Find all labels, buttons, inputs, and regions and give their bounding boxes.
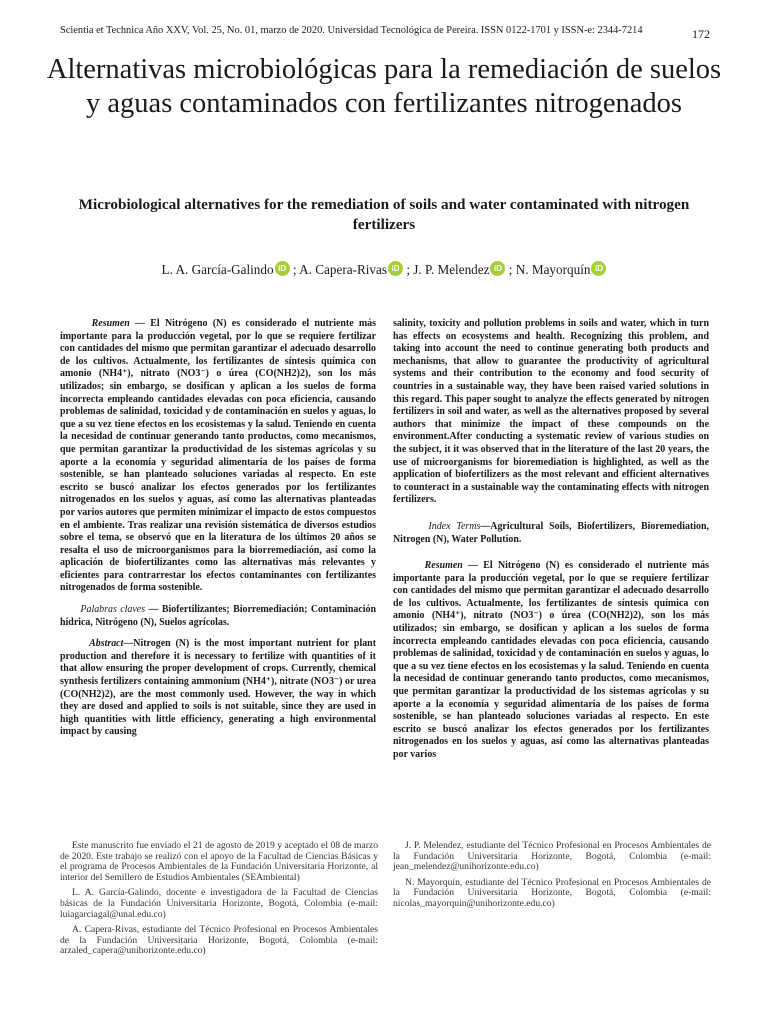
orcid-icon[interactable]: iD xyxy=(490,261,505,276)
footnote: L. A. García-Galindo, docente e investigadora de la Facultad de Ciencias básicas de la Fundación Universitaria Horizonte, Bogotá, Colombia (e-mail: luiagarciagal@unal.edu.co) xyxy=(60,887,378,920)
footnote: Este manuscrito fue enviado el 21 de agosto de 2019 y aceptado el 08 de marzo de 2020. Este trabajo se realizó con el apoyo de la Facultad de Ciencias Básicas y el programa de Procesos Ambientales de la Fundación Universitaria Horizonte, al interior del Semillero de Estudios Ambientales (SEAmbiental) xyxy=(60,840,378,883)
footnote: J. P. Melendez, estudiante del Técnico Profesional en Procesos Ambientales de la Fundación Universitaria Horizonte, Bogotá, Colombia (e-mail: jean_melendez@unihorizonte.edu.co) xyxy=(393,840,711,873)
abstract-text: —Nitrogen (N) is the most important nutrient for plant production and therefore it is necessary to fertilize with quantities of it that allow ensuring the proper development of crops. Currently, chemical synthesis fertilizers containing ammonium (NH4⁺), nitrate (NO3⁻) or urea (CO(NH2)2), are the most commonly used. However, the way in which they are dosed and applied to soils is not suitable, since they are used in high quantities with little efficiency, generating a high environmental impact by causing xyxy=(60,638,377,738)
index-terms-text: —Agricultural Soils, Biofertilizers, Bioremediation, Nitrogen (N), Water Pollution. xyxy=(393,520,709,545)
paper-subtitle: Microbiological alternatives for the remediation of soils and water contaminated with nitrogen fertilizers xyxy=(78,196,690,233)
index-terms-paragraph xyxy=(393,521,709,546)
paper-title: Alternativas microbiológicas para la remediación de suelos y aguas contaminados con fertilizantes nitrogenados xyxy=(46,54,722,119)
orcid-icon[interactable]: iD xyxy=(388,261,403,276)
resumen-repeat-text: — El Nitrógeno (N) es considerado el nutriente más importante para la producción vegetal, por lo que se requiere fertilizar con cantidades del mismo que permitan garantizar el adecuado desarrollo de los cultivos. Actualmente, los fertilizantes de síntesis química con amonio (NH4⁺), nitrato (NO3⁻) o úrea (CO(NH2)2), son los más utilizados; sin embargo, se dosifican y aplican a los suelos de forma incorrecta empleando cantidades elevadas con poca eficiencia, causando problemas de salinidad, toxicidad y de contaminación en suelos y aguas, lo que a su vez tiene efectos en los ecosistemas y la salud. Teniendo en cuenta la necesidad de continuar generando tanto productos, como mecanismos, que permitan garantizar la productividad de los sistemas agrícolas y su aporte a la economía y seguridad alimentaria de los países de forma sostenible, se han planteado soluciones variadas al respecto. En este escrito se buscó analizar los efectos generados por los fertilizantes nitrogenados en los suelos y aguas, así como las alternativas planteadas por varios xyxy=(393,560,710,760)
right-column xyxy=(393,318,709,762)
author-list: L. A. García-Galindo iD ; A. Capera-Rivas iD ; J. P. Melendez iD ; N. Mayorquín iD xyxy=(0,259,768,281)
author-name: A. Capera-Rivas xyxy=(299,262,388,277)
resumen-repeat-label: Resumen xyxy=(424,560,463,572)
orcid-icon[interactable]: iD xyxy=(591,261,606,276)
keywords-label: Palabras claves xyxy=(80,604,146,616)
footnote: N. Mayorquín, estudiante del Técnico Profesional en Procesos Ambientales de la Fundación Universitaria Horizonte, Bogotá, Colombia (e-mail: nicolas_mayorquin@unihorizonte.edu.co) xyxy=(393,876,711,909)
running-head: Scientia et Technica Año XXV, Vol. 25, No. 01, marzo de 2020. Universidad Tecnológica de Pereira. ISSN 0122-1701 y ISSN-e: 2344-7214 xyxy=(60,25,643,36)
left-column xyxy=(60,318,376,739)
abstract-label: Abstract xyxy=(89,638,124,650)
footnotes-right xyxy=(393,841,711,915)
resumen-text: — El Nitrógeno (N) es considerado el nutriente más importante para la producción vegetal, por lo que se requiere fertilizar con cantidades del mismo que permitan garantizar el adecuado desarrollo de los cultivos. Actualmente, los fertilizantes de síntesis química con amonio (NH4⁺), nitrato (NO3⁻) o úrea (CO(NH2)2), son los más utilizados; sin embargo, se dosifican y aplican a los suelos de forma incorrecta empleando cantidades elevadas con poca eficiencia, causando problemas de salinidad, toxicidad y de contaminación en suelos y aguas, lo que a su vez tiene efectos en los ecosistemas y la salud. Teniendo en cuenta la necesidad de continuar generando tanto productos, como mecanismos, que permitan garantizar la productividad de los sistemas agrícolas y su aporte a la economía y seguridad alimentaria de los países de forma sostenible, se han planteado soluciones variadas al respecto. En este escrito se buscó analizar los efectos generados por los fertilizantes nitrogenados en los suelos y aguas, así como las alternativas planteadas por varios autores que permiten minimizar el impacto de estos compuestos en el ambiente. Tras realizar una revisión sistemática de diversos estudios sobre el tema, se observó que en la literatura de los últimos 20 años se resalta el uso de microorganismos para la biorremediación, así como la aplicación de biofertilizantes como las alternativas más relevantes y eficientes para contrarrestar los efectos contaminantes con fertilizantes nitrogenados de forma sostenible. xyxy=(60,318,377,594)
abstract-paragraph xyxy=(60,638,376,739)
author-name: L. A. García-Galindo xyxy=(161,262,274,277)
resumen-label: Resumen xyxy=(91,318,130,329)
resumen-paragraph xyxy=(60,318,376,595)
author-name: J. P. Melendez xyxy=(413,262,490,277)
resumen-repeat-paragraph xyxy=(393,560,709,762)
footnote: A. Capera-Rivas, estudiante del Técnico Profesional en Procesos Ambientales de la Fundación Universitaria Horizonte, Bogotá, Colombia (e-mail: arzaled_capera@unihorizonte.edu.co) xyxy=(60,924,378,957)
keywords-paragraph xyxy=(60,604,376,629)
page-number: 172 xyxy=(692,27,710,41)
orcid-icon[interactable]: iD xyxy=(275,261,290,276)
footnotes-left xyxy=(60,841,378,962)
author-name: N. Mayorquín xyxy=(515,262,591,277)
keywords-text: — Biofertilizantes; Biorremediación; Contaminación hídrica, Nitrógeno (N), Suelos agrícolas. xyxy=(60,604,376,628)
abstract-continuation: salinity, toxicity and pollution problems in soils and water, which in turn has effects on ecosystems and health. Recognizing this problem, and taking into account the need to continue generating both products and mechanisms, that allow to guarantee the productivity of agricultural systems and their contribution to the economy and food security of countries in a sustainable way, they have been raised varied solutions in this regard. This paper sought to analyze the effects generated by nitrogen fertilizers in soil and water, as well as the alternatives proposed by several authors that minimize the impact of these compounds on the environment.After conducting a systematic review of various studies on the subject, it it was observed that in the literature of the last 20 years, the use of microorganisms for bioremediation is highlighted, as well as the application of biofertilizers as the most relevant and efficient alternatives to counteract in a sustainable way the contaminating effects with nitrogen fertilizers. xyxy=(393,318,709,506)
index-terms-label: Index Terms xyxy=(428,520,481,532)
